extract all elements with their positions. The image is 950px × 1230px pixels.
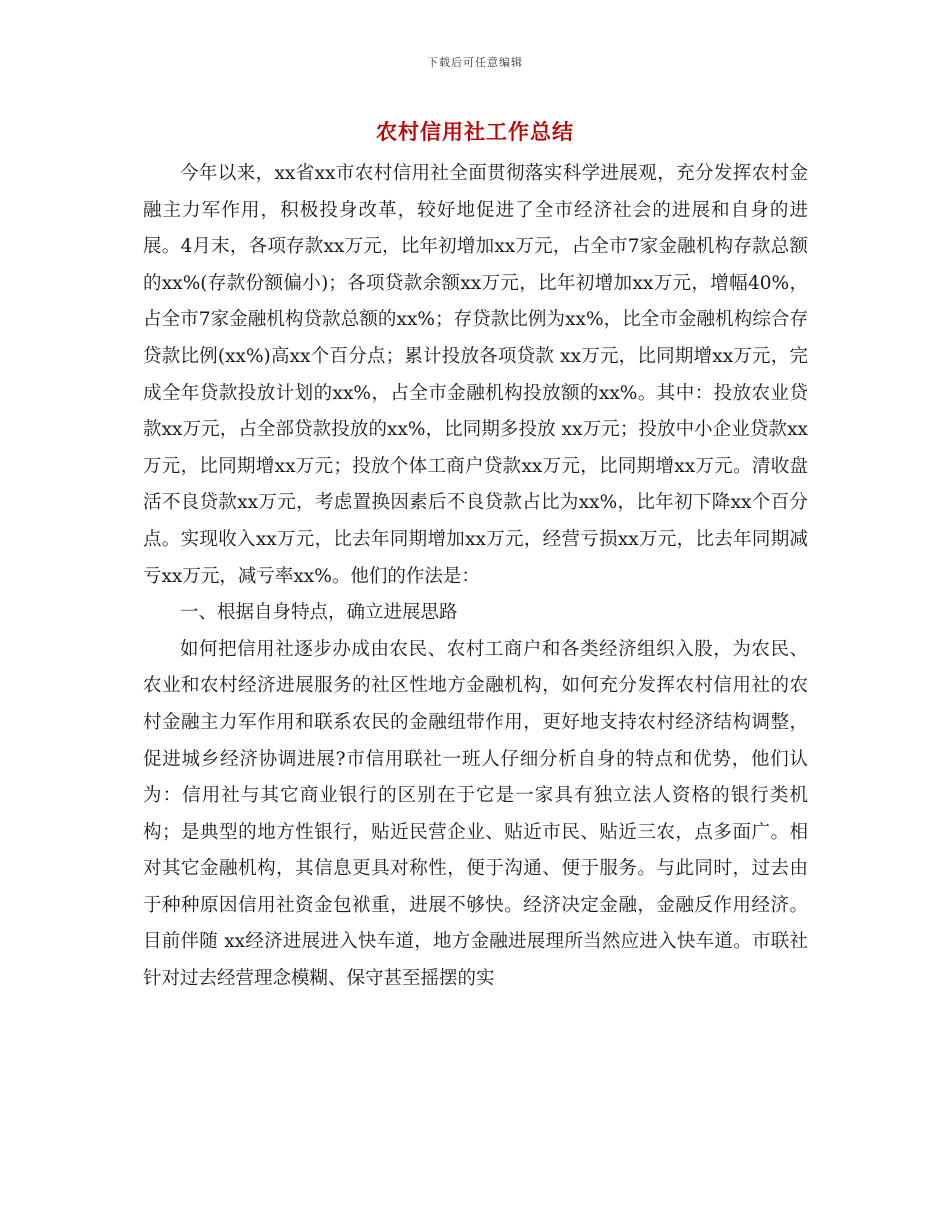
header-note: 下载后可任意编辑 <box>427 56 523 69</box>
paragraph-intro: 今年以来，xx省xx市农村信用社全面贯彻落实科学进展观，充分发挥农村金融主力军作用，积极投身改革，较好地促进了全市经济社会的进展和自身的进展。4月末，各项存款xx万元，比年初增加xx万元，占全市7家金融机构存款总额的xx%(存款份额偏小)；各项贷款余额xx万元，比年初增加xx万元，增幅40%，占全市7家金融机构贷款总额的xx%；存贷款比例为xx%，比全市金融机构综合存贷款比例(xx%)高xx个百分点；累计投放各项贷款 xx万元，比同期增xx万元，完成全年贷款投放计划的xx%，占全市金融机构投放额的xx%。其中：投放农业贷款xx万元，占全部贷款投放的xx%，比同期多投放 xx万元；投放中小企业贷款xx万元，比同期增xx万元；投放个体工商户贷款xx万元，比同期增xx万元。清收盘活不良贷款xx万元，考虑置换因素后不良贷款占比为xx%，比年初下降xx个百分点。实现收入xx万元，比去年同期增加xx万元，经营亏损xx万元，比去年同期减亏xx万元，减亏率xx%。他们的作法是： <box>143 163 808 587</box>
document-title: 农村信用社工作总结 <box>376 119 574 144</box>
paragraph-section-one: 如何把信用社逐步办成由农民、农村工商户和各类经济组织入股，为农民、农业和农村经济进展服务的社区性地方金融机构，如何充分发挥农村信用社的农村金融主力军作用和联系农民的金融纽带作用，更好地支持农村经济结构调整，促进城乡经济协调进展?市信用联社一班人仔细分析自身的特点和优势，他们认为：信用社与其它商业银行的区别在于它是一家具有独立法人资格的银行类机构；是典型的地方性银行，贴近民营企业、贴近市民、贴近三农，点多面广。相对其它金融机构，其信息更具对称性，便于沟通、便于服务。与此同时，过去由于种种原因信用社资金包袱重，进展不够快。经济决定金融，金融反作用经济。目前伴随 xx经济进展进入快车道，地方金融进展理所当然应进入快车道。市联社针对过去经营理念模糊、保守甚至摇摆的实 <box>143 638 808 990</box>
document-body <box>143 156 808 998</box>
section-heading: 一、根据自身特点，确立进展思路 <box>180 602 458 624</box>
